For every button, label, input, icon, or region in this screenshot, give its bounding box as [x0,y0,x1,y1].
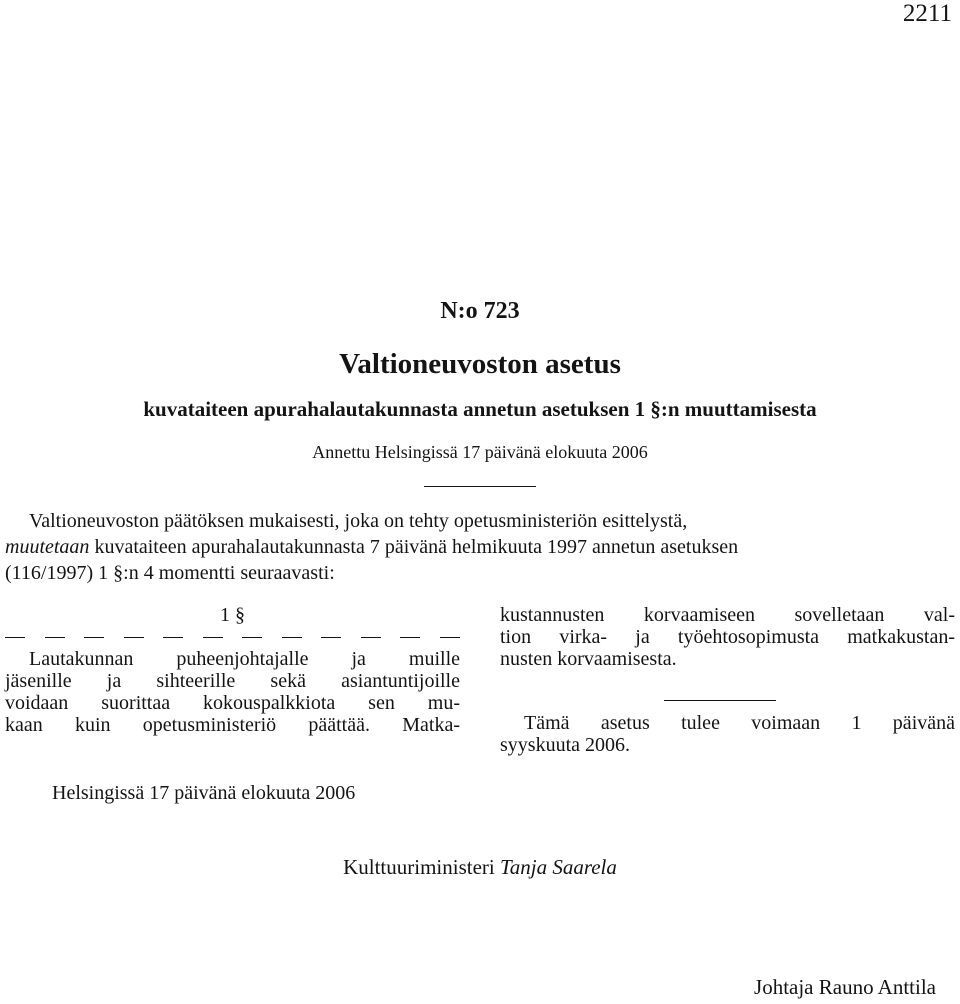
section-text-line: jäsenille ja sihteerille sekä asiantuntijoille [5,670,460,692]
section-text-line: tion virka- ja työehtosopimusta matkakustan- [500,626,955,648]
minister-title: Kulttuuriministeri [343,855,500,879]
separator-rule [664,700,776,701]
section-heading: 1 § [220,604,245,626]
omission-dashes [5,626,460,648]
minister-name: Tanja Saarela [500,855,617,879]
minister-signature [0,855,960,880]
document-title: Valtioneuvoston asetus [339,348,621,380]
right-column [500,604,955,670]
intro-line: (116/1997) 1 §:n 4 momentti seuraavasti: [5,562,335,584]
intro-line-rest: kuvataiteen apurahalautakunnasta 7 päivänä helmikuuta 1997 annetun asetuksen [89,536,739,558]
signing-place-date: Helsingissä 17 päivänä elokuuta 2006 [52,782,356,804]
left-column [5,604,460,736]
effective-clause [500,712,955,756]
document-number: N:o 723 [440,298,520,324]
intro-line [5,534,955,560]
intro-paragraph [5,508,955,586]
page-number: 2211 [902,0,952,27]
issued-date: Annettu Helsingissä 17 päivänä elokuuta 2006 [312,442,648,462]
section-text-line: kaan kuin opetusministeriö päättää. Matka- [5,714,460,736]
section-text-line: voidaan suorittaa kokouspalkkiota sen mu- [5,692,460,714]
intro-emphasis: muutetaan [5,536,90,558]
director-signature: Johtaja Rauno Anttila [754,975,936,999]
effective-line: Tämä asetus tulee voimaan 1 päivänä [524,712,955,734]
section-text-line: Lautakunnan puheenjohtajalle ja muille [29,648,460,670]
effective-line: syyskuuta 2006. [500,734,630,756]
section-text-line: kustannusten korvaamiseen sovelletaan val- [500,604,955,626]
section-text-line: nusten korvaamisesta. [500,648,677,670]
document-subtitle: kuvataiteen apurahalautakunnasta annetun asetuksen 1 §:n muuttamisesta [143,397,817,421]
intro-line: Valtioneuvoston päätöksen mukaisesti, joka on tehty opetusministeriön esittelystä, [29,510,688,532]
separator-rule [424,486,536,487]
